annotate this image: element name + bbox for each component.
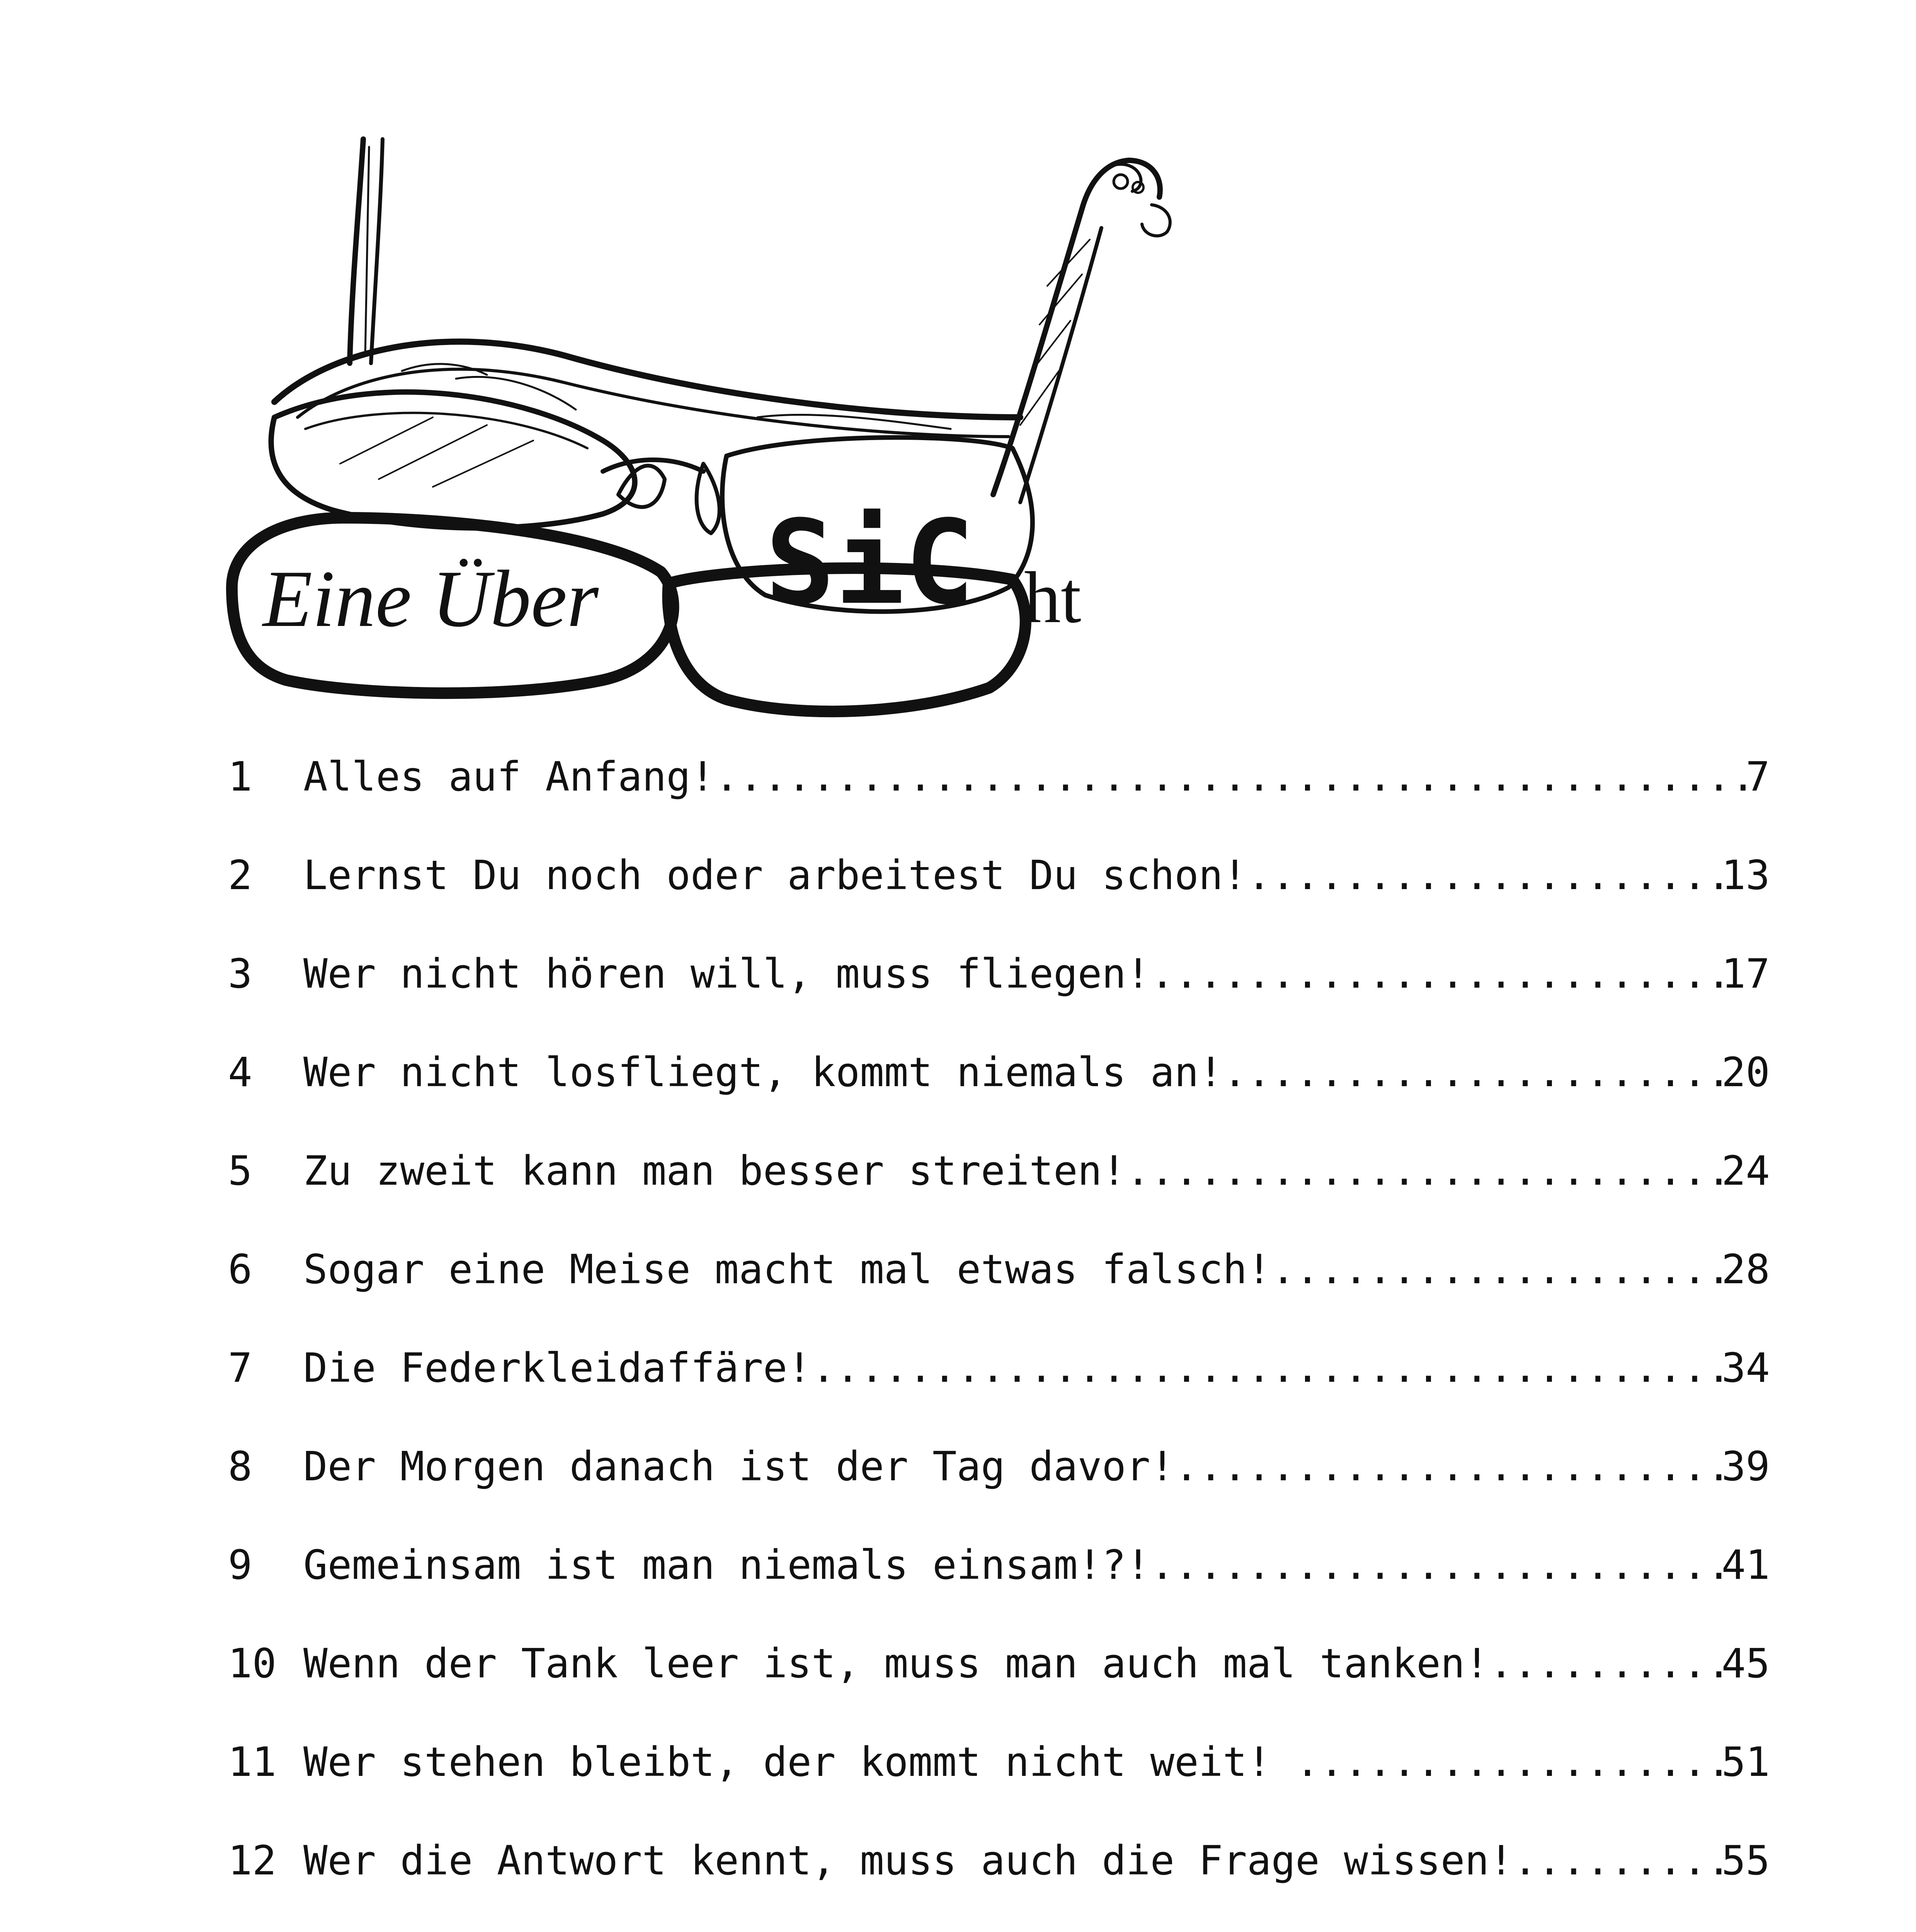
toc-entry-6[interactable] [228,1246,1770,1345]
toc-number: 5 [228,1147,252,1194]
toc-leader-dots [1126,1148,1722,1194]
toc-title: Alles auf Anfang! [303,753,715,800]
page-heading [216,124,1221,742]
heading-part-3: ht [1024,557,1081,638]
toc-entry-11[interactable] [228,1739,1770,1837]
toc-leader-dots [1489,1640,1722,1687]
toc-title: Wenn der Tank leer ist, muss man auch mal tanken! [303,1640,1489,1687]
toc-leader-dots [1247,852,1722,898]
toc-number: 6 [228,1246,252,1293]
toc-page-number: 17 [1721,950,1770,997]
toc-entry-12[interactable] [228,1837,1770,1932]
toc-page-number: 20 [1721,1049,1770,1096]
toc-title: Zu zweit kann man besser streiten! [303,1147,1126,1194]
toc-page-number: 7 [1746,753,1770,800]
toc-entry-4[interactable] [228,1049,1770,1148]
toc-title: Lernst Du noch oder arbeitest Du schon! [303,852,1247,899]
toc-leader-dots [1223,1049,1721,1095]
toc-page-number: 51 [1721,1738,1770,1786]
toc-entry-5[interactable] [228,1148,1770,1246]
toc-number: 10 [228,1640,277,1687]
toc-leader-dots [1295,1739,1722,1785]
toc-leader-dots [715,753,1746,800]
toc-page-number: 39 [1721,1443,1770,1490]
toc-title: Wer nicht losfliegt, kommt niemals an! [303,1049,1223,1096]
toc-number: 12 [228,1837,277,1884]
table-of-contents [228,753,1770,1932]
toc-page-number: 28 [1721,1246,1770,1293]
toc-entry-1[interactable] [228,753,1770,852]
toc-title: Die Federkleidaffäre! [303,1344,812,1391]
toc-entry-8[interactable] [228,1443,1770,1542]
toc-number: 2 [228,852,252,899]
toc-number: 7 [228,1344,252,1391]
toc-page-number: 55 [1721,1837,1770,1884]
toc-entry-10[interactable] [228,1640,1770,1739]
toc-entry-2[interactable] [228,852,1770,951]
toc-leader-dots [1513,1837,1722,1884]
heading-part-2: SiC [765,495,975,630]
toc-leader-dots [1150,1542,1721,1588]
toc-leader-dots [812,1345,1722,1391]
toc-title: Gemeinsam ist man niemals einsam!?! [303,1541,1150,1588]
toc-leader-dots [1174,1443,1722,1490]
toc-entry-3[interactable] [228,951,1770,1049]
toc-number: 11 [228,1738,277,1786]
toc-entry-9[interactable] [228,1542,1770,1640]
toc-number: 8 [228,1443,252,1490]
toc-title: Wer stehen bleibt, der kommt nicht weit! [303,1738,1296,1786]
toc-page-number: 24 [1721,1147,1770,1194]
toc-title: Wer nicht hören will, muss fliegen! [303,950,1150,997]
toc-number: 4 [228,1049,252,1096]
toc-title: Der Morgen danach ist der Tag davor! [303,1443,1175,1490]
toc-number: 9 [228,1541,252,1588]
toc-number: 1 [228,753,252,800]
toc-page-number: 45 [1721,1640,1770,1687]
toc-page-number: 34 [1721,1344,1770,1391]
toc-title: Sogar eine Meise macht mal etwas falsch! [303,1246,1271,1293]
toc-page-number: 41 [1721,1541,1770,1588]
toc-page-number: 13 [1721,852,1770,899]
toc-entry-7[interactable] [228,1345,1770,1443]
toc-number: 3 [228,950,252,997]
heading-part-1: Eine Über [263,554,599,644]
toc-leader-dots [1150,951,1721,997]
toc-leader-dots [1271,1246,1722,1293]
toc-title: Wer die Antwort kennt, muss auch die Frage wissen! [303,1837,1513,1884]
title-illustration [216,124,1221,742]
